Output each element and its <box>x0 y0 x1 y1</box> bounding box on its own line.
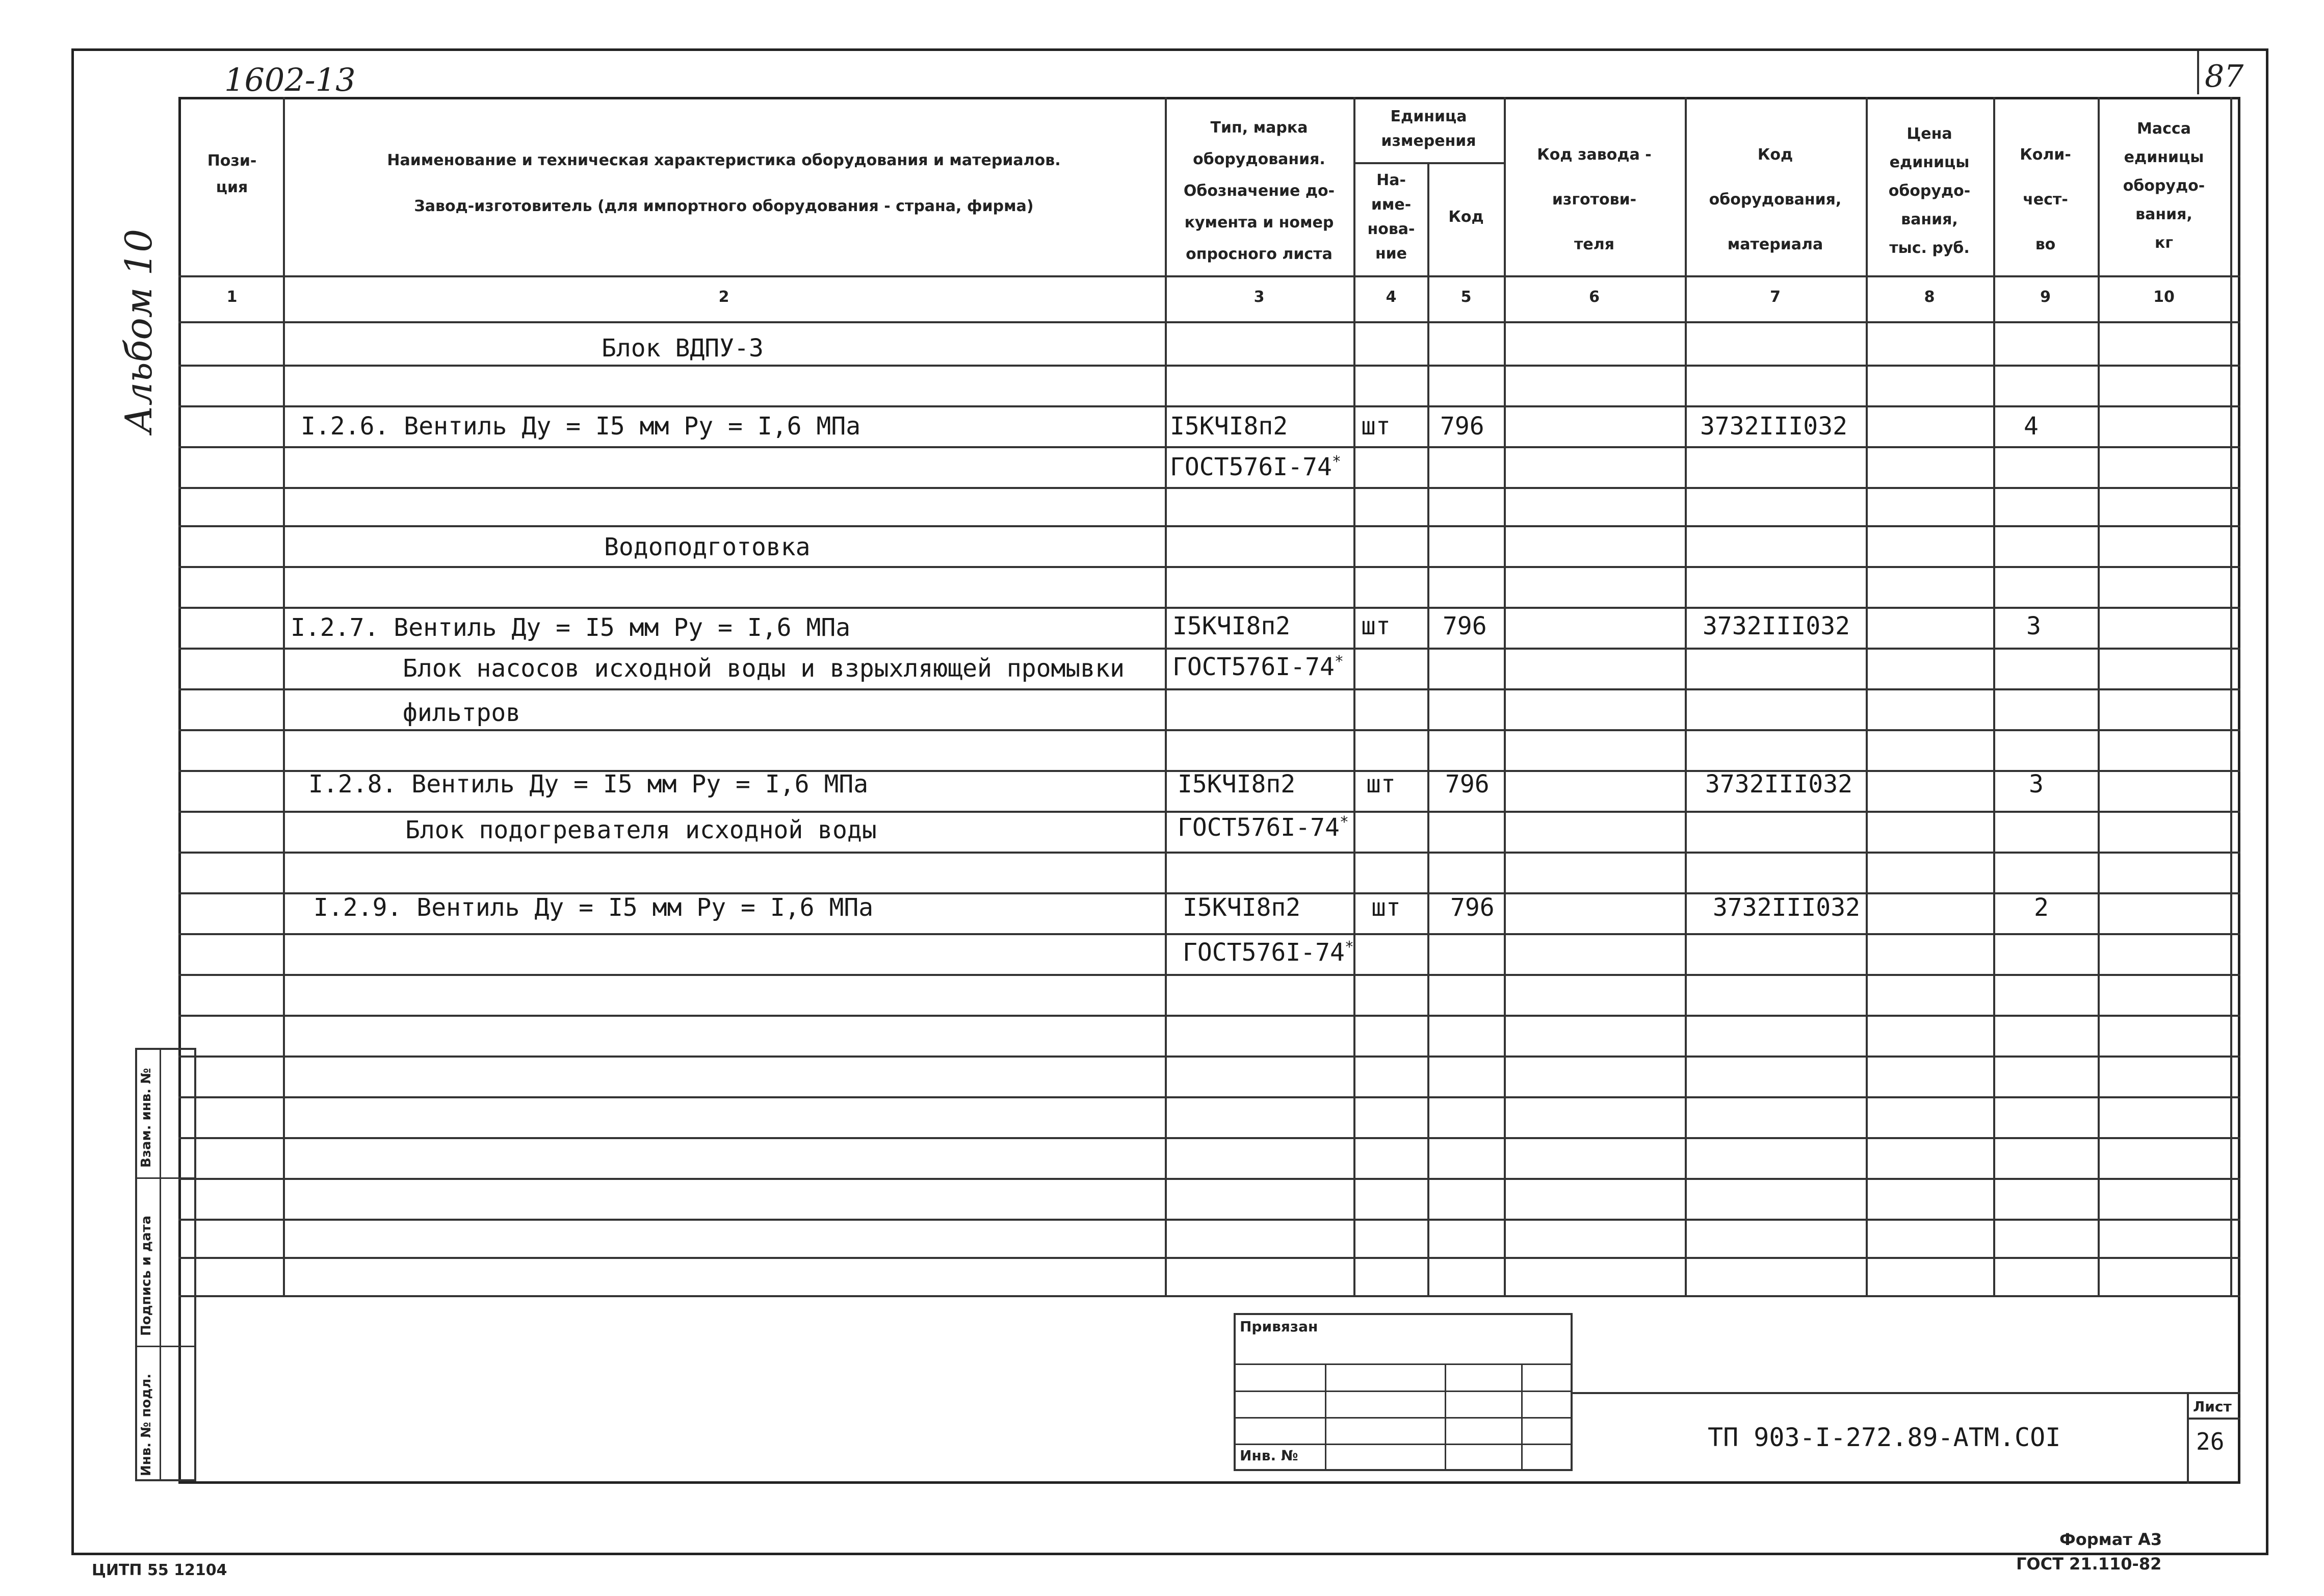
item-name: I.2.7. Вентиль Ду = I5 мм Ру = I,6 МПа <box>291 613 851 642</box>
item-quantity: 2 <box>2034 893 2049 922</box>
col-number: 9 <box>2040 288 2051 306</box>
col-number: 2 <box>718 288 729 306</box>
header-name: Наименование и техническая характеристика оборудования и материалов. Завод-изготовитель (для импортного оборудования - страна, фирма) <box>387 151 1061 215</box>
col-number: 8 <box>1924 288 1935 306</box>
stamp-top-line <box>1573 1392 2240 1394</box>
header-position: Пози- ция <box>207 152 257 196</box>
item-gost: ГОСТ576I-74* <box>1178 813 1349 842</box>
item-quantity: 3 <box>2029 770 2044 799</box>
doc-ref-handwritten: 1602-13 <box>224 61 356 98</box>
item-quantity: 3 <box>2026 612 2041 640</box>
album-label: Альбом 10 <box>117 228 160 433</box>
col-number: 6 <box>1589 288 1600 306</box>
item-unit: шт <box>1366 770 1396 799</box>
page-number: 87 <box>2205 59 2244 94</box>
item-gost: ГОСТ576I-74* <box>1170 453 1341 481</box>
item-type: I5КЧI8п2 <box>1170 412 1288 441</box>
col-number: 3 <box>1254 288 1265 306</box>
side-label-vzam: Взам. инв. № <box>139 1068 154 1168</box>
item-equipment-code: 3732III032 <box>1713 893 1860 922</box>
item-name: I.2.6. Вентиль Ду = I5 мм Ру = I,6 МПа <box>301 412 861 441</box>
item-type: I5КЧI8п2 <box>1183 893 1301 922</box>
section-heading: Блок ВДПУ-3 <box>602 334 764 363</box>
item-name: I.2.9. Вентиль Ду = I5 мм Ру = I,6 МПа <box>314 893 874 922</box>
item-name: I.2.8. Вентиль Ду = I5 мм Ру = I,6 МПа <box>308 770 869 799</box>
header-price: Цена единицы оборудо- вания, тыс. руб. <box>1888 125 1971 257</box>
section-heading: Водоподготовка <box>604 533 811 561</box>
footer-format: Формат А3 <box>2059 1530 2162 1549</box>
sheet-box-line <box>2187 1392 2189 1484</box>
item-type: I5КЧI8п2 <box>1178 770 1296 799</box>
col-number: 7 <box>1770 288 1781 306</box>
item-equipment-code: 3732III032 <box>1700 412 1847 441</box>
item-block-name: Блок подогревателя исходной воды <box>405 816 877 844</box>
item-unit-code: 796 <box>1450 893 1495 922</box>
item-type: I5КЧI8п2 <box>1172 612 1291 640</box>
item-block-name: Блок насосов исходной воды и взрыхляющей промывки <box>403 654 1125 683</box>
item-unit: шт <box>1371 893 1401 922</box>
header-quantity: Коли- чест- во <box>2020 146 2071 253</box>
col-number: 4 <box>1386 288 1397 306</box>
item-quantity: 4 <box>2024 412 2039 441</box>
item-unit: шт <box>1361 412 1391 441</box>
stamp-privyazan-label: Привязан <box>1240 1318 1318 1335</box>
header-type: Тип, марка оборудования. Обозначение до- кумента и номер опросного листа <box>1183 119 1335 263</box>
item-unit-code: 796 <box>1440 412 1484 441</box>
item-unit: шт <box>1361 612 1391 640</box>
header-equipment-code: Код оборудования, материала <box>1709 146 1842 253</box>
table-bottom-line <box>178 1295 2240 1297</box>
col-number: 5 <box>1460 288 1472 306</box>
stamp-inv-label: Инв. № <box>1240 1447 1298 1464</box>
footer-left: ЦИТП 55 12104 <box>92 1561 227 1579</box>
item-unit-code: 796 <box>1445 770 1490 799</box>
footer-gost: ГОСТ 21.110-82 <box>2016 1554 2162 1574</box>
header-unit-name: На- име- нова- ние <box>1367 171 1415 263</box>
side-label-inv-podl: Инв. № подл. <box>139 1373 154 1476</box>
item-unit-code: 796 <box>1443 612 1487 640</box>
document-designation: ТП 903-I-272.89-АТМ.СОI <box>1708 1423 2061 1452</box>
sheet-label: Лист <box>2193 1398 2232 1415</box>
item-equipment-code: 3732III032 <box>1703 612 1850 640</box>
header-sub-line <box>1353 162 1504 164</box>
item-gost: ГОСТ576I-74* <box>1183 938 1354 967</box>
side-label-podpis: Подпись и дата <box>139 1215 154 1336</box>
sheet-box-mid <box>2187 1418 2240 1420</box>
col-number: 10 <box>2153 288 2175 306</box>
header-mass: Масса единицы оборудо- вания, кг <box>2123 120 2205 252</box>
sheet-number: 26 <box>2196 1428 2225 1455</box>
col-number: 1 <box>226 288 238 306</box>
header-plant-code: Код завода - изготови- теля <box>1537 146 1652 253</box>
item-gost: ГОСТ576I-74* <box>1172 653 1344 681</box>
item-equipment-code: 3732III032 <box>1705 770 1852 799</box>
item-block-name-cont: фильтров <box>403 699 521 727</box>
header-unit-code: Код <box>1448 208 1484 226</box>
header-bottom-line <box>178 275 2240 277</box>
header-unit: Единица измерения <box>1381 108 1476 150</box>
colnum-bottom-line <box>178 321 2240 323</box>
